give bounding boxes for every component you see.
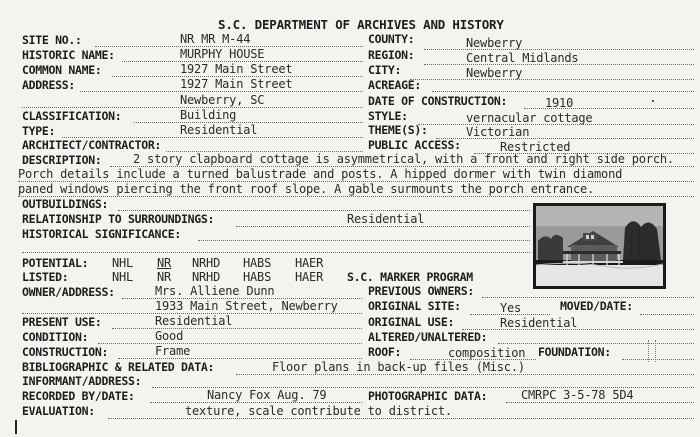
owner-value: Mrs. Alliene Dunn [155, 284, 275, 298]
potential-opt-haer: HAER [295, 256, 324, 270]
potential-opt-habs: HABS [243, 256, 272, 270]
county-value: Newberry [466, 36, 523, 50]
public-access-label: PUBLIC ACCESS: [368, 138, 461, 152]
address-value-2: Newberry, SC [180, 93, 265, 107]
foundation-label: FOUNDATION: [538, 345, 611, 359]
region-line [424, 64, 694, 65]
construction-line [118, 358, 362, 359]
address-line [80, 91, 363, 92]
historic-name-label: HISTORIC NAME: [22, 48, 115, 62]
moved-date-line [640, 314, 694, 315]
photographic-label: PHOTOGRAPHIC DATA: [368, 389, 488, 403]
construction-label: CONSTRUCTION: [22, 345, 109, 359]
listed-label: LISTED: [22, 270, 69, 284]
recorded-value: Nancy Fox Aug. 79 [207, 388, 327, 402]
outbuildings-label: OUTBUILDINGS: [22, 197, 109, 211]
original-use-label: ORIGINAL USE: [368, 315, 455, 329]
historical-significance-label: HISTORICAL SIGNIFICANCE: [22, 227, 181, 241]
acreage-line [432, 91, 694, 92]
region-value: Central Midlands [466, 51, 579, 65]
previous-owners-line [482, 297, 694, 298]
evaluation-value: texture, scale contribute to district. [185, 404, 452, 418]
altered-label: ALTERED/UNALTERED: [368, 330, 488, 344]
original-use-line [462, 329, 694, 330]
architect-label: ARCHITECT/CONTRACTOR: [22, 138, 162, 152]
present-use-line [112, 328, 362, 329]
date-construction-value: 1910 [545, 96, 574, 110]
bibliographic-label: BIBLIOGRAPHIC & RELATED DATA: [22, 360, 215, 374]
speck-mark [652, 100, 654, 102]
common-name-value: 1927 Main Street [180, 62, 293, 76]
public-access-value: Restricted [500, 140, 571, 154]
original-use-value: Residential [500, 316, 578, 330]
style-label: STYLE: [368, 109, 408, 123]
card-header: S.C. DEPARTMENT OF ARCHIVES AND HISTORY [218, 17, 504, 32]
present-use-label: PRESENT USE: [22, 315, 102, 329]
roof-label: ROOF: [368, 345, 402, 359]
photographic-line [506, 402, 694, 403]
relationship-line [236, 226, 530, 227]
outbuildings-line [118, 210, 530, 211]
smudge-mark [648, 340, 656, 362]
condition-line [98, 343, 362, 344]
potential-label: POTENTIAL: [22, 256, 89, 270]
description-rule-3 [18, 196, 694, 197]
informant-label: INFORMANT/ADDRESS: [22, 374, 142, 388]
region-label: REGION: [368, 48, 415, 62]
evaluation-label: EVALUATION: [22, 404, 95, 418]
construction-value: Frame [155, 344, 191, 358]
historical-significance-line [198, 240, 530, 241]
potential-opt-nhl: NHL [112, 256, 134, 270]
description-line-1: 2 story clapboard cottage is asymmetrical, with a front and right side porch. [133, 152, 674, 166]
relationship-value: Residential [347, 212, 425, 226]
condition-label: CONDITION: [22, 330, 89, 344]
type-label: TYPE: [22, 124, 56, 138]
owner-label: OWNER/ADDRESS: [22, 285, 115, 299]
description-line-2: Porch details include a turned balustrade and posts. A hipped dormer with twin diamond [18, 167, 623, 181]
foundation-line [622, 359, 694, 360]
theme-value: Victorian [466, 125, 530, 139]
edge-mark [15, 420, 17, 434]
recorded-label: RECORDED BY/DATE: [22, 389, 135, 403]
owner-value-2: 1933 Main Street, Newberry [155, 299, 338, 313]
altered-line [498, 343, 694, 344]
bibliographic-line [236, 374, 694, 375]
moved-date-label: MOVED/DATE: [560, 299, 633, 313]
present-use-value: Residential [155, 314, 233, 328]
description-label: DESCRIPTION: [22, 153, 102, 167]
county-line [424, 49, 694, 50]
original-site-value: Yes [500, 301, 522, 315]
listed-opt-habs: HABS [243, 270, 272, 284]
listed-opt-nr: NR [157, 270, 172, 284]
city-label: CITY: [368, 63, 402, 77]
potential-opt-nrhd: NRHD [192, 256, 221, 270]
roof-value: composition [448, 346, 526, 360]
historical-significance-line-2 [22, 252, 530, 253]
recorded-line [150, 402, 362, 403]
evaluation-line [108, 418, 694, 419]
house-photo-image [533, 203, 666, 289]
original-site-label: ORIGINAL SITE: [368, 299, 461, 313]
bibliographic-value: Floor plans in back-up files (Misc.) [272, 360, 525, 374]
style-line [418, 124, 694, 125]
site-no-value: NR MR M-44 [180, 32, 251, 46]
relationship-label: RELATIONSHIP TO SURROUNDINGS: [22, 212, 215, 226]
listed-opt-haer: HAER [295, 270, 324, 284]
condition-value: Good [155, 329, 184, 343]
date-construction-line [524, 108, 694, 109]
classification-value: Building [180, 108, 237, 122]
original-site-line [470, 314, 550, 315]
house-photo [533, 203, 666, 289]
potential-opt-nr: NR [157, 256, 172, 270]
marker-program-label: S.C. MARKER PROGRAM [347, 270, 473, 284]
type-value: Residential [180, 123, 258, 137]
historic-name-value: MURPHY HOUSE [180, 47, 265, 61]
listed-opt-nrhd: NRHD [192, 270, 221, 284]
common-name-label: COMMON NAME: [22, 63, 102, 77]
city-line [410, 79, 694, 80]
theme-line [436, 138, 694, 139]
date-construction-label: DATE OF CONSTRUCTION: [368, 94, 508, 108]
description-line-3: paned windows piercing the front roof slope. A gable surmounts the porch entrance. [18, 182, 595, 196]
classification-label: CLASSIFICATION: [22, 109, 122, 123]
address-label: ADDRESS: [22, 78, 75, 92]
photographic-value: CMRPC 3-5-78 5D4 [521, 388, 634, 402]
site-no-label: SITE NO.: [22, 33, 82, 47]
address-value: 1927 Main Street [180, 77, 293, 91]
style-value: vernacular cottage [466, 111, 593, 125]
theme-label: THEME(S): [368, 123, 428, 137]
county-label: COUNTY: [368, 32, 415, 46]
acreage-label: ACREAGE: [368, 78, 421, 92]
previous-owners-label: PREVIOUS OWNERS: [368, 284, 474, 298]
city-value: Newberry [466, 66, 523, 80]
listed-opt-nhl: NHL [112, 270, 134, 284]
